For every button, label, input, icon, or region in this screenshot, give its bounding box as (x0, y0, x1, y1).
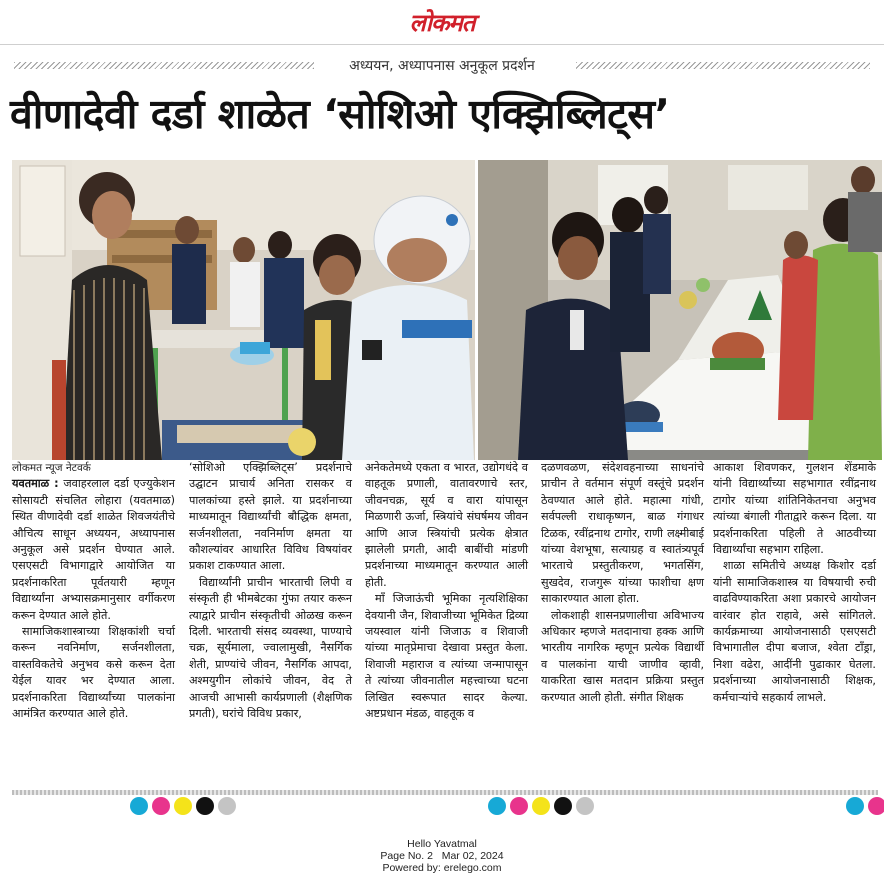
registration-marks-center (488, 797, 594, 817)
registration-dot (846, 797, 864, 815)
bottom-rule (12, 790, 878, 795)
article-column-4 (541, 460, 704, 706)
col1-para1: जवाहरलाल दर्डा एज्युकेशन सोसायटी संचलित लोहारा (यवतमाळ) स्थित वीणादेवी दर्डा शाळेत शिवजयंतीचे औचित्य साधून अध्ययन, अध्यापनास अनुकूल असे प्रदर्शन घेण्यात आले. एसएसटी विभागाद्वारे आयोजित या प्रदर्शनाकरिता पूर्वतयारी म्हणून विद्यार्थ्यांना अभ्यासक्रमानुसार वर्गीकरण करून देण्यात आले होते. (12, 477, 175, 622)
lokmat-logo: लोकमत (409, 9, 475, 37)
col4-para2: लोकशाही शासनप्रणालीचा अविभाज्य अधिकार म्हणजे मतदानाचा हक्क आणि भारतीय नागरिक म्हणून प्रत्येक विद्यार्थी व पालकांना याची जाणीव व्हावी, याकरिता खास मतदान प्रक्रिया प्रस्तुत करण्यात आली होती. संगीत शिक्षक (541, 608, 704, 704)
left-photo (12, 160, 475, 460)
registration-dot (218, 797, 236, 815)
registration-dot (152, 797, 170, 815)
kicker-band (14, 56, 870, 76)
registration-dot (532, 797, 550, 815)
col3-para2: माँ जिजाऊंची भूमिका नृत्यशिक्षिका देवयानी जैन, शिवाजीच्या भूमिकेत द्रिव्या जयस्वाल यांनी जिजाऊ व शिवाजी यांच्या मातृप्रेमाचा देखावा प्रस्तुत केला. शिवाजी महाराज व त्यांच्या जन्मापासून ते त्यांच्या जीवनातील महत्त्वाच्या घटना लिखित स्वरूपात सादर केल्या. अष्टप्रधान मंडळ, वाहतूक व (365, 592, 528, 721)
registration-dot (130, 797, 148, 815)
registration-dot (488, 797, 506, 815)
col2-para2: विद्यार्थ्यांनी प्राचीन भारताची लिपी व संस्कृती ही भीमबेटका गुंफा तयार करून त्याद्वारे प्राचीन संस्कृतीची ओळख करून दिली. भारताची संसद व्यवस्था, पाण्याचे चक्र, सूर्यमाला, ज्वालामुखी, नैसर्गिक शेती, प्राण्यांचे जीवन, नैसर्गिक आपदा, अश्मयुगीन लोकांचे जीवन, वेद ते आजची आभासी कार्यप्रणाली (शैक्षणिक प्रगती), घरांचे विविध प्रकार, (189, 575, 352, 721)
right-photo (478, 160, 882, 460)
left-photo-image (12, 160, 475, 460)
dateline: यवतमाळ : (12, 477, 59, 491)
byline: लोकमत न्यूज नेटवर्क (12, 462, 91, 474)
registration-dot (174, 797, 192, 815)
col5-para2: शाळा समितीचे अध्यक्ष किशोर दर्डा यांनी सामाजिकशास्त्र या विषयाची रुची वाढविण्याकरिता अशा प्रकारचे आयोजन वारंवार होत राहावे, असे सांगितले. कार्यक्रमाच्या आयोजनासाठी एसएसटी विभागातील दीपा बजाज, श्वेता टाँड्रा, निशा वढेरा, आदींनी पुढाकार घेतला. प्रदर्शनाच्या आयोजनासाठी शिक्षक, कर्मचाऱ्यांचे सहकार्य लाभले. (713, 559, 876, 704)
col1-para2: सामाजिकशास्त्राच्या शिक्षकांशी चर्चा करून नवनिर्माण, सर्जनशीलता, वास्तविकतेचे अनुभव कसे करून देता येईल यावर भर देण्यात आला. प्रदर्शनाकरिता विद्यार्थ्यांच्या पालकांना आमंत्रित करण्यात आले होते. (12, 625, 175, 721)
article-column-3 (365, 460, 528, 723)
col5-para1: आकाश शिवणकर, गुलशन शेंडमाके यांनी विद्यार्थ्यांच्या सहभागात रवींद्रनाथ टागोर यांच्या शांतिनिकेतनचा अनुभव त्यांच्या बंगाली गीताद्वारे करून दिला. या प्रदर्शनाकरिता पहिली ते आठवीच्या विद्यार्थ्यांचा सहभाग राहिला. (713, 461, 876, 557)
article-column-2 (189, 460, 352, 723)
registration-dot (576, 797, 594, 815)
kicker-text: अध्ययन, अध्यापनास अनुकूल प्रदर्शन (343, 58, 541, 74)
col2-para1: ‘सोशिओ एक्झिब्लिट्स’ प्रदर्शनाचे उद्घाटन प्राचार्य अनिता रासकर व पालकांच्या हस्ते झाले. या प्रदर्शनाच्या माध्यमातून विद्यार्थ्यांची बौद्धिक क्षमता, सर्जनशीलता, नवनिर्माण क्षमता या कौशल्यांवर आधारित विविध विषयांवर प्रकाश टाकण्यात आला. (189, 461, 352, 573)
article-column-5 (713, 460, 876, 706)
registration-dot (196, 797, 214, 815)
right-photo-image (478, 160, 882, 460)
edition-name: Hello Yavatmal (407, 838, 477, 850)
article-column-1 (12, 460, 175, 723)
masthead-rule (0, 44, 884, 45)
headline: वीणादेवी दर्डा शाळेत ‘सोशिओ एक्झिब्लिट्स’ (10, 90, 670, 138)
registration-marks-right (846, 797, 884, 817)
registration-marks-left (130, 797, 236, 817)
registration-dot (554, 797, 572, 815)
masthead (0, 0, 884, 44)
col3-para1: अनेकतेमध्ये एकता व भारत, उद्योगधंदे व वाहतूक प्रणाली, वातावरणाचे स्तर, जीवनचक्र, सूर्य व वारा यांपासून मिळणारी ऊर्जा, स्त्रियांचे संघर्षमय जीवन आणि आज स्त्रियांची प्रत्येक क्षेत्रात झालेली प्रगती, आदी बाबींची मांडणी प्रदर्शनाच्या माध्यमातून करण्यात आली होती. (365, 461, 528, 589)
registration-dot (868, 797, 884, 815)
col4-para1: दळणवळण, संदेशवहनाच्या साधनांचे प्राचीन ते वर्तमान संपूर्ण वस्तूंचे प्रदर्शन ठेवण्यात आले होते. महात्मा गांधी, सर्वपल्ली राधाकृष्णन, बाळ गंगाधर टिळक, रवींद्रनाथ टागोर, राणी लक्ष्मीबाई यांच्या वेशभूषा, सत्याग्रह व स्वातंत्र्यपूर्व भारताचे प्रस्तुतीकरण, भगतसिंग, सुखदेव, राजगुरू यांच्या फाशीचा क्षण साकारण्यात आला होता. (541, 461, 704, 606)
page-footer (0, 838, 884, 874)
powered-by: Powered by: erelego.com (382, 862, 502, 874)
page-and-date: Page No. 2 Mar 02, 2024 (380, 850, 504, 862)
registration-dot (510, 797, 528, 815)
